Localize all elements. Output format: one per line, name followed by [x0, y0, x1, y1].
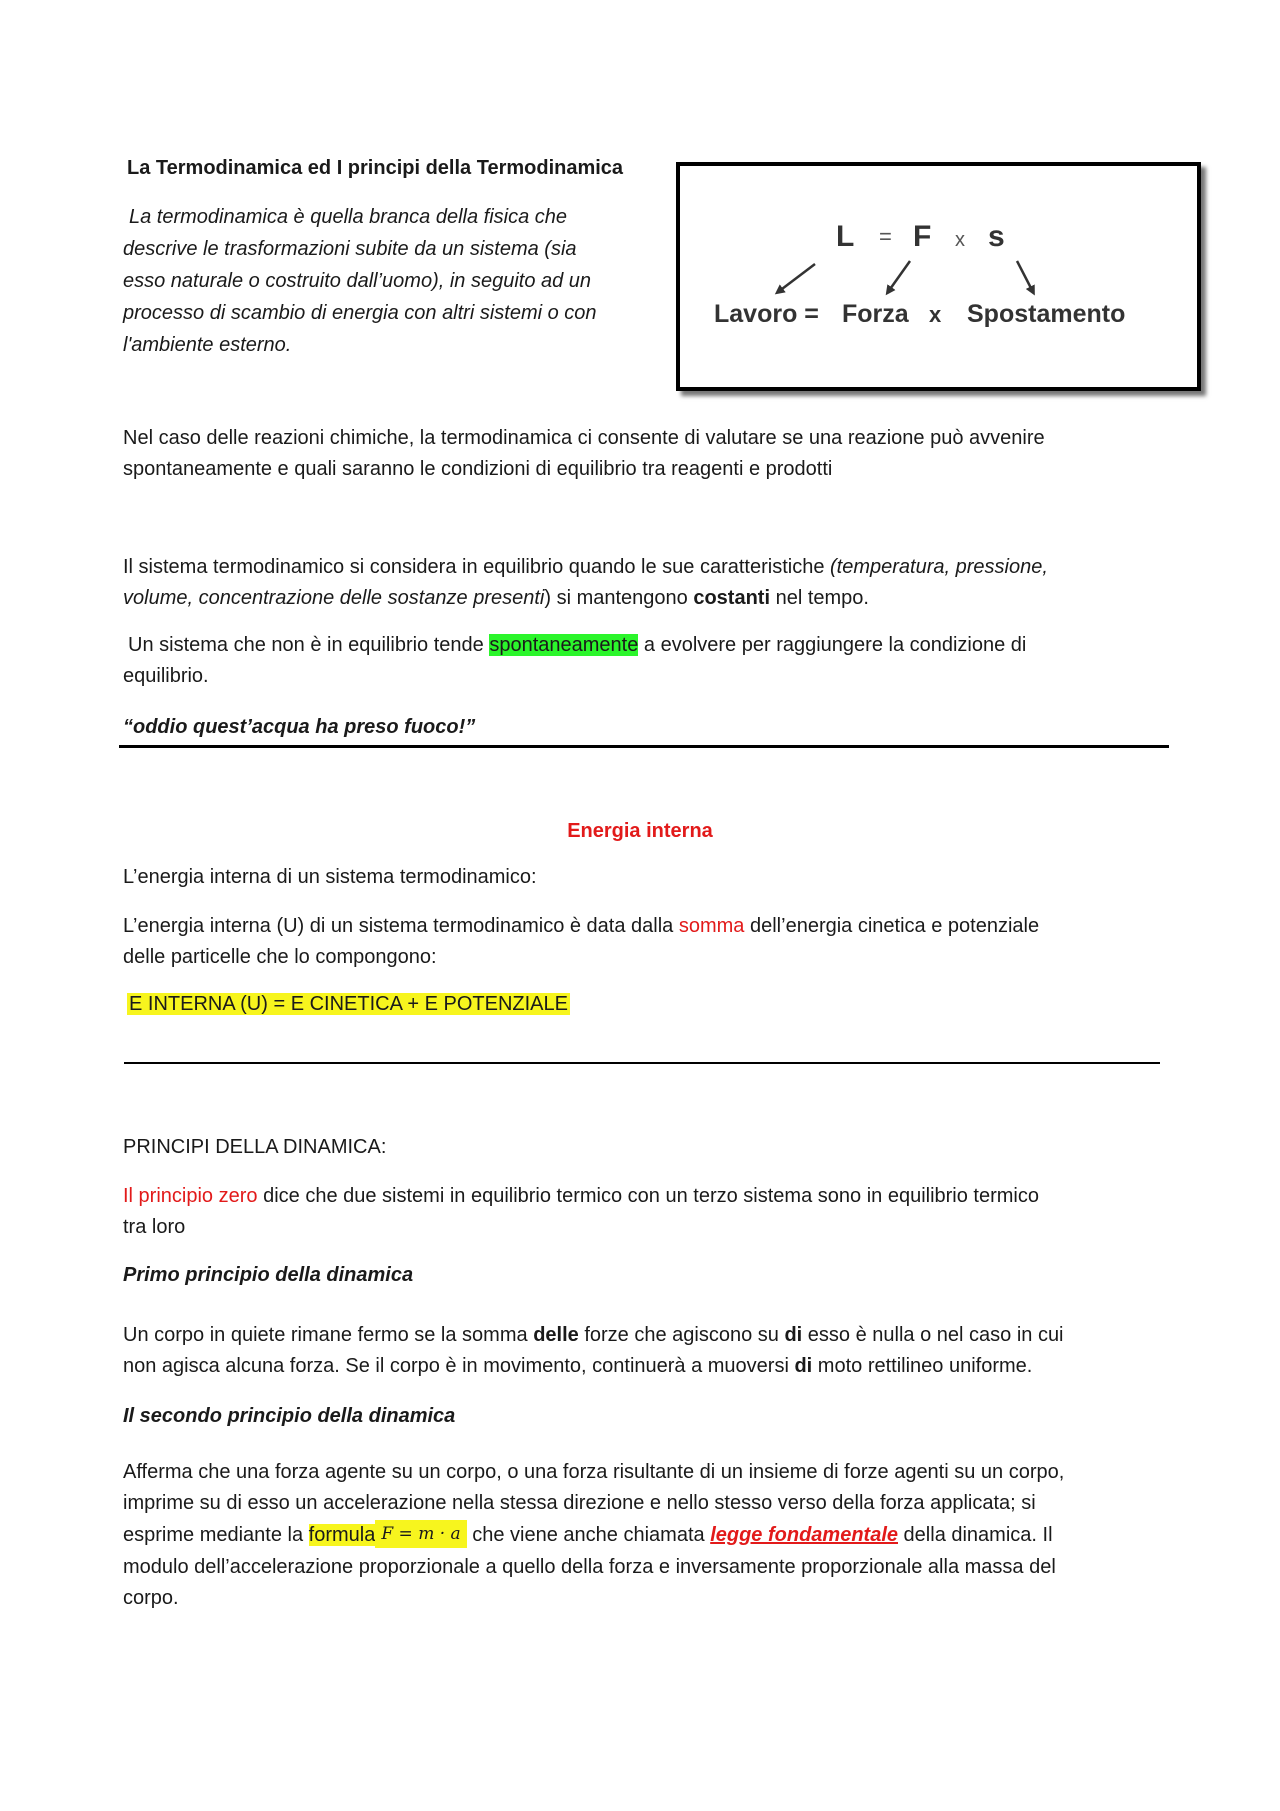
energia-equation: E INTERNA (U) = E CINETICA + E POTENZIALE	[129, 993, 568, 1015]
primo-principio-text	[123, 1320, 1163, 1382]
letter-s: s	[988, 220, 1005, 253]
intro-line: esso naturale o costruito dall’uomo), in seguito ad un	[123, 270, 592, 292]
text-line: Il sistema termodinamico si considera in equilibrio quando le sue caratteristiche (temperatura, pressione,	[123, 556, 1048, 578]
text-line: delle particelle che lo compongono:	[123, 946, 437, 968]
text-line: corpo.	[123, 1587, 179, 1609]
principi-heading: PRINCIPI DELLA DINAMICA:	[123, 1136, 387, 1158]
text-line: Un corpo in quiete rimane fermo se la somma delle forze che agiscono su di esso è nulla o nel caso in cui	[123, 1324, 1064, 1346]
work-formula-figure	[676, 162, 1201, 391]
paragraph-spontaneo	[123, 630, 1163, 692]
paragraph-reazioni	[123, 423, 1163, 485]
letter-l: L	[836, 220, 855, 253]
text-line: spontaneamente e quali saranno le condizioni di equilibrio tra reagenti e prodotti	[123, 458, 833, 480]
highlight-formula: formula	[308, 1524, 376, 1546]
text-line: L’energia interna (U) di un sistema termodinamico è data dalla somma dell’energia cinetica e potenziale	[123, 915, 1040, 937]
text-line: imprime su di esso un accelerazione nella stessa direzione e nello stesso verso della forza applicata; si	[123, 1492, 1036, 1514]
dashed-divider	[124, 1062, 1160, 1064]
energia-definition	[123, 911, 1163, 973]
label-forza: Forza	[842, 300, 909, 328]
times-sign: x	[955, 229, 965, 251]
text-line: tra loro	[123, 1216, 186, 1238]
quote: “oddio quest’acqua ha preso fuoco!”	[123, 716, 476, 738]
label-lavoro: Lavoro =	[714, 300, 819, 328]
text-line: Afferma che una forza agente su un corpo, o una forza risultante di un insieme di forze agenti su un corpo,	[123, 1461, 1065, 1483]
secondo-principio-title: Il secondo principio della dinamica	[123, 1405, 456, 1427]
legge-fondamentale: legge fondamentale	[710, 1524, 898, 1546]
text-line: Un sistema che non è in equilibrio tende spontaneamente a evolvere per raggiungere la condizione di	[128, 634, 1027, 656]
intro-line: descrive le trasformazioni subite da un sistema (sia	[123, 238, 577, 260]
text-line: volume, concentrazione delle sostanze presenti) si mantengono costanti nel tempo.	[123, 587, 869, 609]
arrow-to-forza	[888, 261, 910, 292]
work-formula-diagram	[680, 166, 1197, 387]
intro-line: l'ambiente esterno.	[123, 334, 292, 356]
intro-paragraph	[123, 201, 663, 361]
divider-line	[119, 745, 1169, 748]
label-spostamento: Spostamento	[967, 300, 1126, 328]
page-title: La Termodinamica ed I principi della Termodinamica	[127, 157, 624, 179]
equals-sign: =	[879, 224, 892, 249]
text-line: Il principio zero dice che due sistemi in equilibrio termico con un terzo sistema sono in equilibrio termico	[123, 1185, 1039, 1207]
principio-zero	[123, 1181, 1163, 1243]
label-x: x	[929, 302, 942, 327]
intro-line: La termodinamica è quella branca della fisica che	[129, 206, 568, 228]
energia-intro: L’energia interna di un sistema termodinamico:	[123, 866, 537, 888]
primo-principio-title: Primo principio della dinamica	[123, 1264, 414, 1286]
text-line: Nel caso delle reazioni chimiche, la termodinamica ci consente di valutare se una reazione può avvenire	[123, 427, 1045, 449]
intro-line: processo di scambio di energia con altri sistemi o con	[123, 302, 597, 324]
section-title-energia: Energia interna	[567, 820, 713, 842]
paragraph-equilibrio	[123, 552, 1163, 614]
secondo-principio-text	[123, 1457, 1163, 1614]
formula-f-ma: F = m · a	[375, 1520, 466, 1548]
letter-f: F	[913, 220, 932, 253]
text-line: modulo dell’accelerazione proporzionale a quello della forza e inversamente proporzionale alla massa del	[123, 1556, 1056, 1578]
text-line: esprime mediante la formula F = m · a che viene anche chiamata legge fondamentale della dinamica. Il	[123, 1519, 1163, 1552]
text-line: non agisca alcuna forza. Se il corpo è in movimento, continuerà a muoversi di moto rettilineo uniforme.	[123, 1355, 1033, 1377]
arrow-to-spostamento	[1017, 261, 1033, 292]
text-line: equilibrio.	[123, 665, 209, 687]
arrow-to-lavoro	[778, 264, 815, 292]
highlight-spontaneamente: spontaneamente	[489, 634, 639, 656]
